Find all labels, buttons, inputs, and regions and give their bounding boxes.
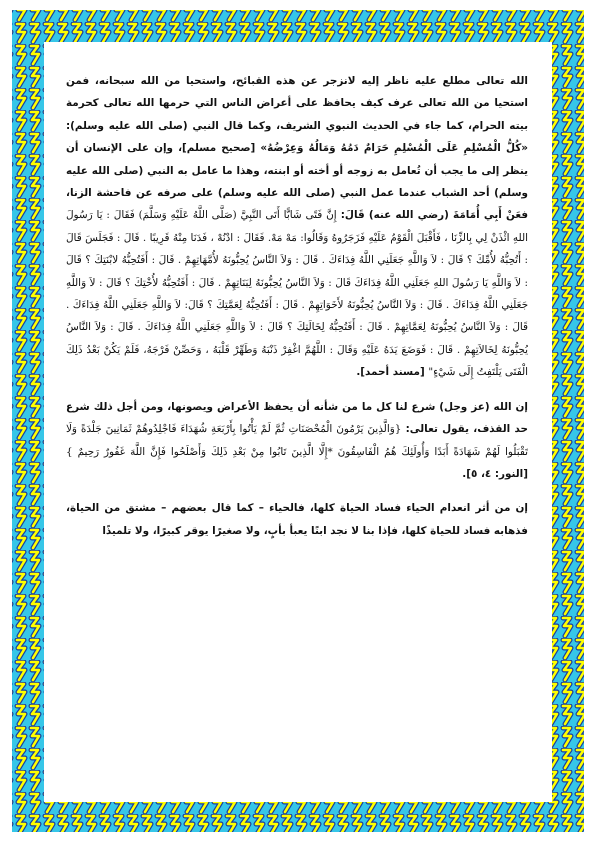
paragraph-modesty — [66, 497, 528, 542]
paragraph-text: إن من أثر انعدام الحياء فساد الحياة كلها، فالحياء – كما قال بعضهم – مشتق من الحياة، فذهابه فساد للحياة كلها، فإذا بنا لا نجد ابنًا يعبأ بأبٍ، ولا صغيرًا يوقر كبيرًا، ولا تلميذًا — [66, 502, 528, 537]
paragraph-quran — [66, 396, 528, 486]
quran-verse: {وَالَّذِينَ يَرْمُونَ الْمُحْصَنَاتِ ثُمَّ لَمْ يَأْتُوا بِأَرْبَعَةِ شُهَدَاءَ فَاجْلِدُوهُمْ ثَمَانِينَ جَلْدَةً وَلَا تَقْبَلُوا لَهُمْ شَهَادَةً أَبَدًا وَأُولَئِكَ هُمُ الْفَاسِقُونَ *إِلَّا الَّذِينَ تَابُوا مِنْ بَعْدِ ذَلِكَ وَأَصْلَحُوا فَإِنَّ اللَّهَ غَفُورٌ رَحِيمٌ } — [66, 423, 528, 458]
quran-citation: [النور: ٤، ٥]. — [462, 467, 528, 480]
article-body — [66, 70, 528, 782]
hadith-quote: إِنَّ فَتًى شَابًّا أَتَى النَّبِيَّ (صَلَّى اللَّهُ عَلَيْهِ وَسَلَّمَ) فَقَالَ : يَا رَسُولَ اللهِ ائْذَنْ لِي بِالزِّنَا ، فَأَقْبَلَ الْقَوْمُ عَلَيْهِ فَزَجَرُوهُ وَقَالُوا: مَهْ مَهْ. فَقَالَ : ادْنُهْ ، فَدَنَا مِنْهُ قَرِيبًا . قَالَ : فَجَلَسَ قَالَ : أَتُحِبُّهُ لأُمِّكَ ؟ قَالَ : لاَ وَاللَّهِ جَعَلَنِي اللَّهُ فِدَاءَكَ . قَالَ : وَلاَ النَّاسُ يُحِبُّونَهُ لأُمَّهَاتِهِمْ . قَالَ : أَفَتُحِبُّهُ لابْنَتِكَ ؟ قَالَ : لاَ وَاللَّهِ يَا رَسُولَ اللهِ جَعَلَنِي اللَّهُ فِدَاءَكَ قَالَ : وَلاَ النَّاسُ يُحِبُّونَهُ لِبَنَاتِهِمْ . قَالَ : أَفَتُحِبُّهُ لأُخْتِكَ ؟ قَالَ : لاَ وَاللَّهِ جَعَلَنِي اللَّهُ فِدَاءَكَ . قَالَ : وَلاَ النَّاسُ يُحِبُّونَهُ لأَخَوَاتِهِمْ . قَالَ : أَفَتُحِبُّهُ لِعَمَّتِكَ ؟ قَالَ: لاَ وَاللَّهِ جَعَلَنِي اللَّهُ فِدَاءَكَ . قَالَ : وَلاَ النَّاسُ يُحِبُّونَهُ لِعَمَّاتِهِمْ . قَالَ : أَفَتُحِبُّهُ لِخَالَتِكَ ؟ قَالَ : لاَ وَاللَّهِ جَعَلَنِي اللَّهُ فِدَاءَكَ . قَالَ : وَلاَ النَّاسُ يُحِبُّونَهُ لِخَالاَتِهِمْ . قَالَ : فَوَضَعَ يَدَهُ عَلَيْهِ وَقَالَ : اللَّهُمَّ اغْفِرْ ذَنْبَهُ وَطَهِّرْ قَلْبَهُ ، وَحَصِّنْ فَرْجَهُ، فَلَمْ يَكُنْ بَعْدُ ذَلِكَ الْفَتَى يَلْتَفِتُ إِلَى شَيْءٍ" — [66, 209, 528, 379]
paragraph-hadith — [66, 70, 528, 384]
paragraph-intro: الله تعالى مطلع عليه ناظر إليه لانزجر عن هذه القبائح، واستحيا من الله سبحانه، فمن استحيا من الله تعالى عرف كيف يحافظ على أعراض الناس التي حرمها الله تعالى كحرمة بيته الحرام، كما جاء في الحديث النبوي الشريف، وكما قال النبي (صلى الله عليه وسلم): «كُلُّ الْمُسْلِمِ عَلَى الْمُسْلِمِ حَرَامٌ دَمُهُ وَمَالُهُ وَعِرْضُهُ» [صحيح مسلم]، وإن على الإنسان أن ينظر إلى ما يجب أن تُعامل به زوجه أو أخته أو ابنته، وهذا ما عامل به النبي (صلى الله عليه وسلم) أحد الشباب عندما عمل النبي (صلى الله عليه وسلم) على صرفه عن فاحشة الزنا، فعَنْ أَبِي أُمَامَةَ (رضي الله عنه) قَالَ: — [66, 75, 528, 222]
hadith-citation: [مسند أحمد]. — [356, 366, 429, 379]
paragraph-intro: إن الله (عز وجل) شرع لنا كل ما من شأنه أن يحفظ الأعراض ويصونها، ومن أجل ذلك شرع حد القذف، يقول تعالى: — [66, 400, 528, 436]
